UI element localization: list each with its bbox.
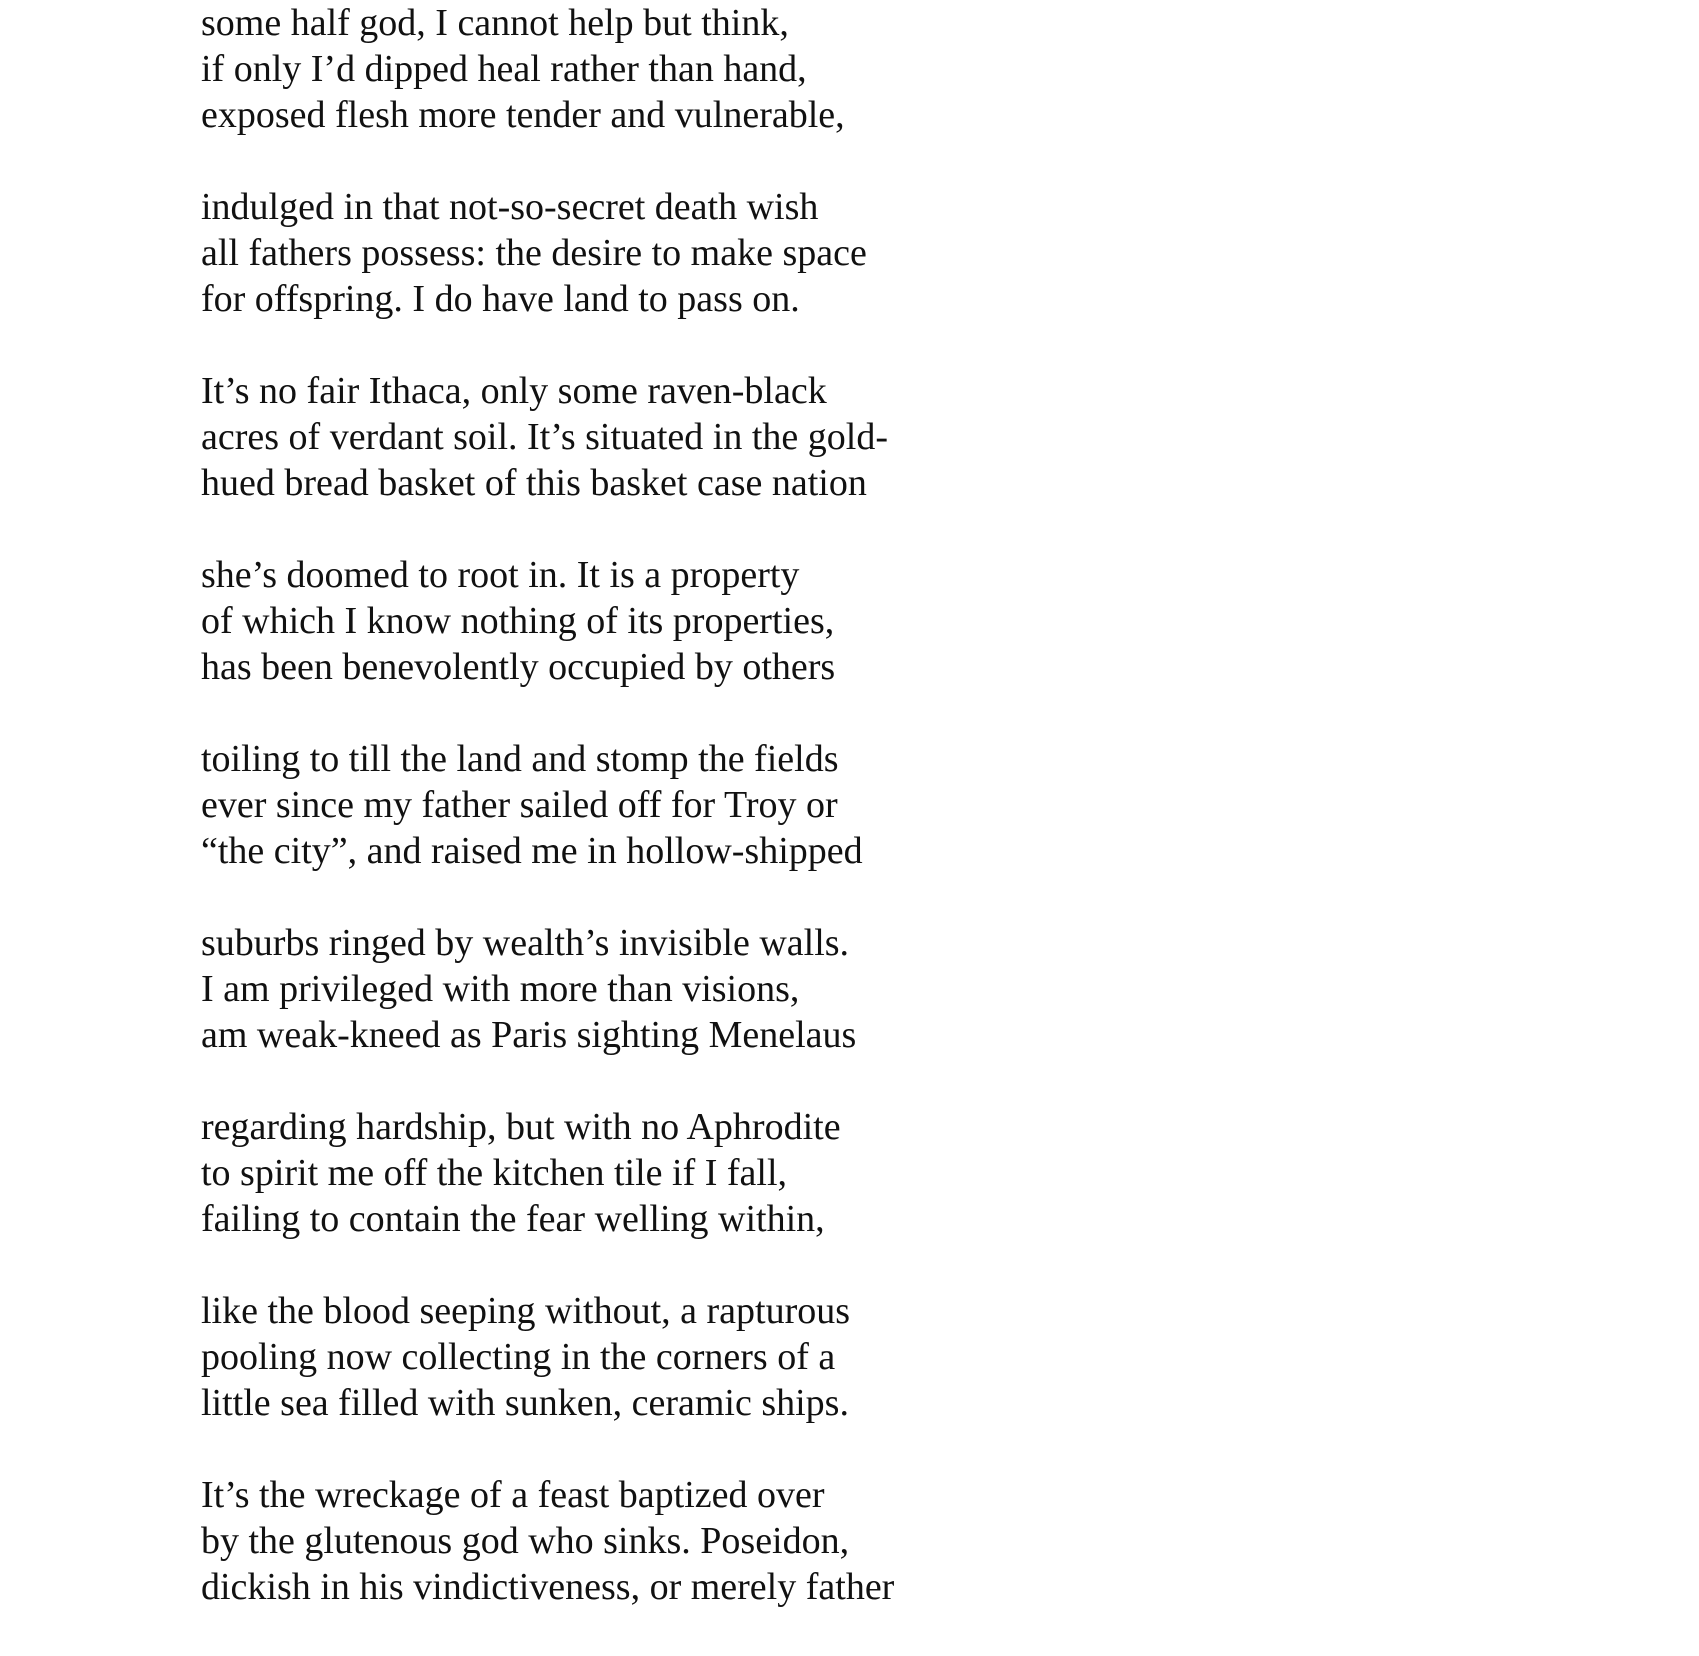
stanza-1	[201, 0, 1201, 138]
stanza-9	[201, 1472, 1201, 1610]
poem-line: to spirit me off the kitchen tile if I fall,	[201, 1152, 788, 1194]
poem-line: acres of verdant soil. It’s situated in the gold-	[201, 416, 888, 458]
stanza-8	[201, 1288, 1201, 1426]
poem-line: if only I’d dipped heal rather than hand,	[201, 48, 807, 90]
poem-line: suburbs ringed by wealth’s invisible walls.	[201, 922, 850, 964]
poem-line: failing to contain the fear welling within,	[201, 1198, 825, 1240]
poem-line: indulged in that not-so-secret death wish	[201, 186, 819, 228]
poem-line: hued bread basket of this basket case nation	[201, 462, 867, 504]
poem-line: like the blood seeping without, a rapturous	[201, 1290, 851, 1332]
poem-line: some half god, I cannot help but think,	[201, 2, 789, 44]
stanza-2	[201, 184, 1201, 322]
poem-line: I am privileged with more than visions,	[201, 968, 800, 1010]
poem-line: regarding hardship, but with no Aphrodite	[201, 1106, 841, 1148]
stanza-4	[201, 552, 1201, 690]
poem-line: exposed flesh more tender and vulnerable,	[201, 94, 845, 136]
stanza-6	[201, 920, 1201, 1058]
poem-line: of which I know nothing of its properties,	[201, 600, 835, 642]
poem-line: all fathers possess: the desire to make space	[201, 232, 867, 274]
stanza-5	[201, 736, 1201, 874]
poem-line: It’s the wreckage of a feast baptized over	[201, 1474, 825, 1516]
poem-line: pooling now collecting in the corners of a	[201, 1336, 836, 1378]
poem-line: am weak-kneed as Paris sighting Menelaus	[201, 1014, 857, 1056]
poem-line: ever since my father sailed off for Troy or	[201, 784, 838, 826]
poem-line: dickish in his vindictiveness, or merely father	[201, 1566, 895, 1608]
poem-line: has been benevolently occupied by others	[201, 646, 836, 688]
poem-line: It’s no fair Ithaca, only some raven-black	[201, 370, 827, 412]
poem-line: little sea filled with sunken, ceramic ships.	[201, 1382, 849, 1424]
poem-line: she’s doomed to root in. It is a property	[201, 554, 800, 596]
poem-body	[201, 0, 1201, 1656]
poem-line: by the glutenous god who sinks. Poseidon,	[201, 1520, 850, 1562]
stanza-7	[201, 1104, 1201, 1242]
poem-line: for offspring. I do have land to pass on.	[201, 278, 800, 320]
poem-line: “the city”, and raised me in hollow-shipped	[201, 830, 863, 872]
poem-line: toiling to till the land and stomp the fields	[201, 738, 839, 780]
stanza-3	[201, 368, 1201, 506]
